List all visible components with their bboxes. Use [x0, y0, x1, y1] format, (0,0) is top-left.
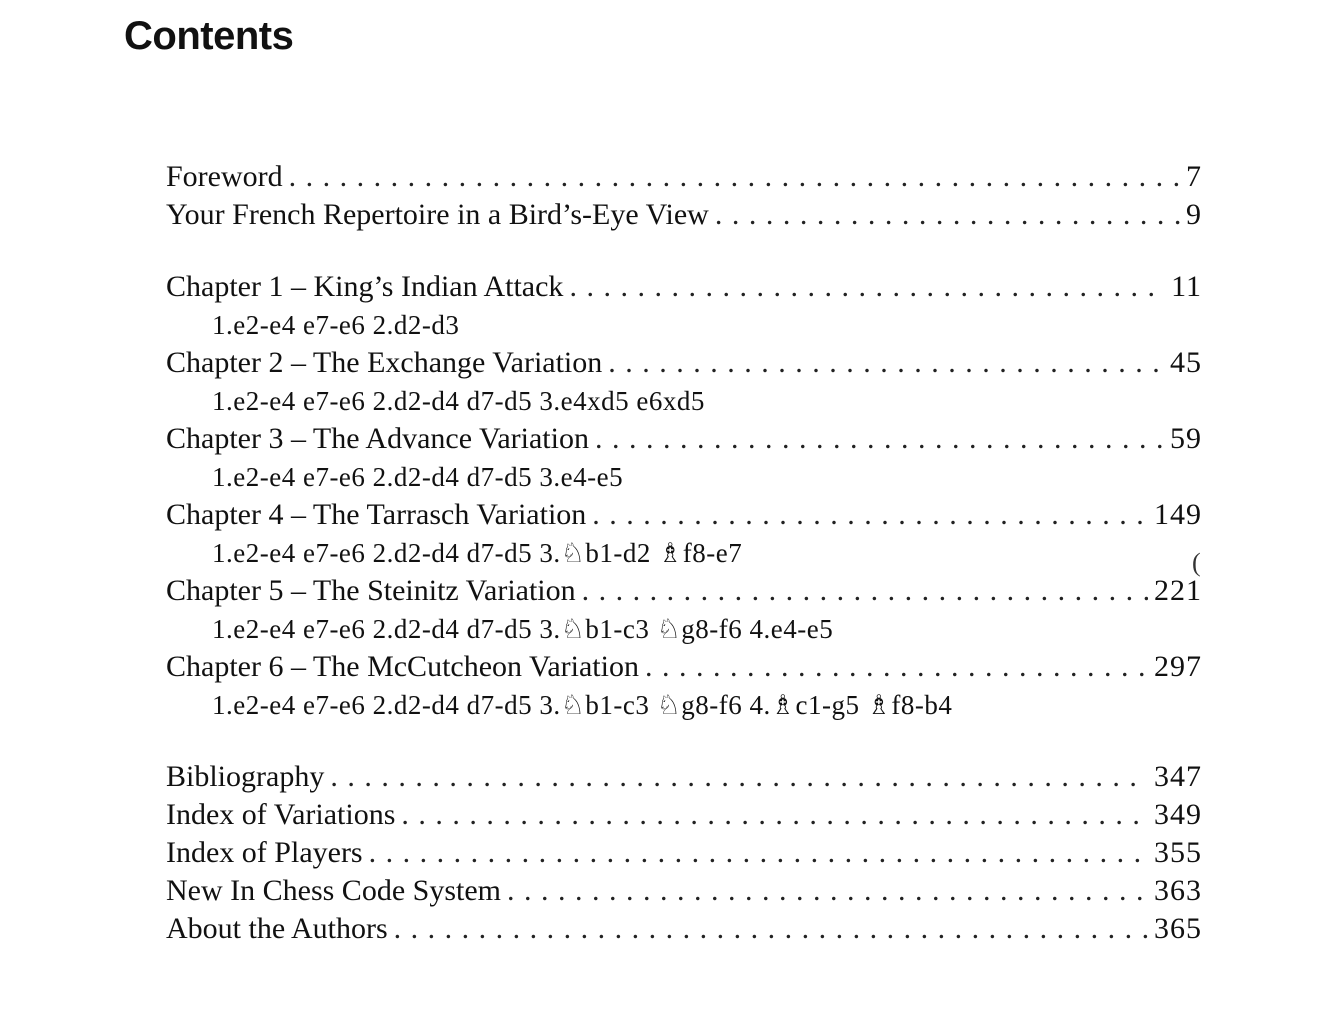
toc-entry-about-authors[interactable]	[166, 910, 1202, 948]
chapter-moves: 1.e2-e4 e7-e6 2.d2-d4 d7-d5 3.e4xd5 e6xd5	[212, 386, 705, 416]
dot-leader	[608, 344, 1164, 382]
toc-entry-title: Index of Variations	[166, 798, 396, 831]
toc-page-number: 365	[1154, 912, 1202, 945]
toc-entry-index-of-players[interactable]	[166, 834, 1202, 872]
chapter-moves: 1.e2-e4 e7-e6 2.d2-d4 d7-d5 3.♘b1-d2 ♗f8-e7	[212, 538, 743, 568]
dot-leader	[592, 496, 1148, 534]
toc-entry-chapter-3[interactable]	[166, 420, 1202, 458]
toc-page-number: 363	[1154, 874, 1202, 907]
toc-entry-title: Chapter 3 – The Advance Variation	[166, 422, 589, 455]
page-title: Contents	[124, 14, 294, 58]
dot-leader	[401, 796, 1148, 834]
chapter-moves: 1.e2-e4 e7-e6 2.d2-d4 d7-d5 3.♘b1-c3 ♘g8-f6 4.♗c1-g5 ♗f8-b4	[212, 690, 953, 720]
dot-leader	[394, 910, 1148, 948]
toc-entry-chapter-5[interactable]	[166, 572, 1202, 610]
toc-entry-title: Foreword	[166, 160, 283, 193]
chapter-moves: 1.e2-e4 e7-e6 2.d2-d3	[212, 310, 460, 340]
toc-entry-chapter-2[interactable]	[166, 344, 1202, 382]
toc-page-number: 349	[1154, 798, 1202, 831]
dot-leader	[569, 268, 1165, 306]
toc-page-number: 149	[1154, 498, 1202, 531]
toc-entry-title: Chapter 5 – The Steinitz Variation	[166, 574, 576, 607]
dot-leader	[645, 648, 1148, 686]
chapter-moves: 1.e2-e4 e7-e6 2.d2-d4 d7-d5 3.e4-e5	[212, 462, 624, 492]
toc-page-number: 355	[1154, 836, 1202, 869]
toc-entry-index-of-variations[interactable]	[166, 796, 1202, 834]
toc-page-number: 9	[1186, 198, 1202, 231]
toc-entry-chapter-1[interactable]	[166, 268, 1202, 306]
table-of-contents	[166, 158, 1202, 948]
toc-entry-title: Chapter 6 – The McCutcheon Variation	[166, 650, 639, 683]
stray-mark: (	[1192, 548, 1201, 577]
dot-leader	[330, 758, 1148, 796]
toc-entry-title: Index of Players	[166, 836, 363, 869]
toc-entry-foreword[interactable]	[166, 158, 1202, 196]
toc-entry-title: Chapter 1 – King’s Indian Attack	[166, 270, 564, 303]
toc-entry-title: About the Authors	[166, 912, 388, 945]
dot-leader	[369, 834, 1148, 872]
chapters-group	[166, 268, 1202, 724]
toc-entry-bibliography[interactable]	[166, 758, 1202, 796]
toc-entry-title: Bibliography	[166, 760, 325, 793]
toc-page-number: 347	[1154, 760, 1202, 793]
toc-page-number: 297	[1154, 650, 1202, 683]
front-matter-group	[166, 158, 1202, 234]
dot-leader	[289, 158, 1180, 196]
toc-entry-chapter-4[interactable]	[166, 496, 1202, 534]
toc-entry-title: Chapter 2 – The Exchange Variation	[166, 346, 603, 379]
toc-entry-title: Chapter 4 – The Tarrasch Variation	[166, 498, 587, 531]
toc-page-number: 45	[1170, 346, 1202, 379]
toc-page-number: 7	[1186, 160, 1202, 193]
toc-page-number: 221	[1154, 574, 1202, 607]
dot-leader	[507, 872, 1148, 910]
toc-entry-chapter-6[interactable]	[166, 648, 1202, 686]
toc-entry-repertoire-overview[interactable]	[166, 196, 1202, 234]
toc-page-number: 11	[1171, 270, 1202, 303]
back-matter-group	[166, 758, 1202, 948]
dot-leader	[582, 572, 1148, 610]
dot-leader	[715, 196, 1180, 234]
toc-entry-title: New In Chess Code System	[166, 874, 501, 907]
chapter-moves: 1.e2-e4 e7-e6 2.d2-d4 d7-d5 3.♘b1-c3 ♘g8-f6 4.e4-e5	[212, 614, 834, 644]
toc-page-number: 59	[1170, 422, 1202, 455]
dot-leader	[595, 420, 1164, 458]
toc-entry-title: Your French Repertoire in a Bird’s-Eye View	[166, 198, 709, 231]
toc-entry-code-system[interactable]	[166, 872, 1202, 910]
